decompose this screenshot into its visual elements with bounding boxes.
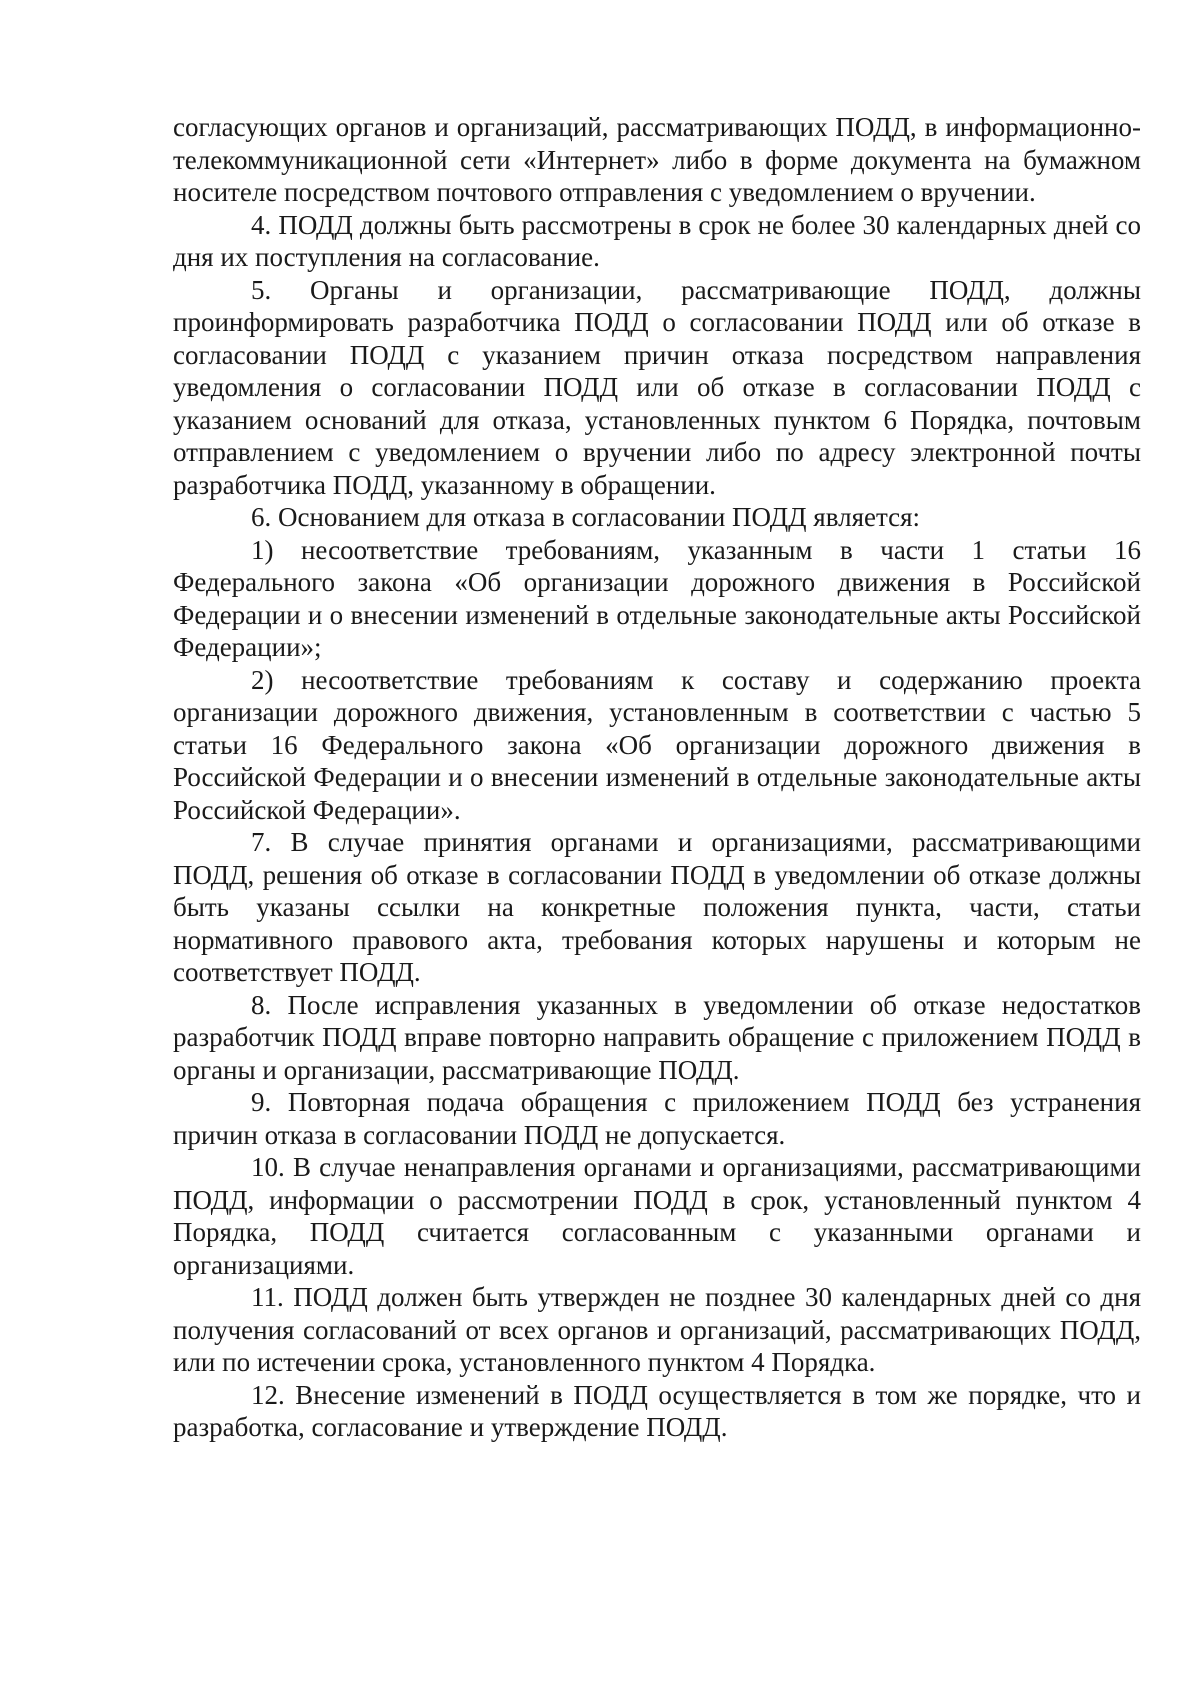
paragraph-item-4: 4. ПОДД должны быть рассмотрены в срок не более 30 календарных дней со дня их поступления на согласование. xyxy=(173,209,1141,272)
paragraph-item-9: 9. Повторная подача обращения с приложением ПОДД без устранения причин отказа в согласовании ПОДД не допускается. xyxy=(173,1087,1141,1150)
paragraph-item-10: 10. В случае ненаправления органами и организациями, рассматривающими ПОДД, информации о рассмотрении ПОДД в срок, установленный пунктом 4 Порядка, ПОДД считается согласованным с указанными органами и организациями. xyxy=(173,1152,1141,1280)
paragraph-item-5: 5. Органы и организации, рассматривающие ПОДД, должны проинформировать разработчика ПОДД о согласовании ПОДД или об отказе в согласовании ПОДД с указанием причин отказа посредством направления уведомления о согласовании ПОДД или об отказе в согласовании ПОДД с указанием оснований для отказа, установленных пунктом 6 Порядка, почтовым отправлением с уведомлением о вручении либо по адресу электронной почты разработчика ПОДД, указанному в обращении. xyxy=(173,274,1141,500)
paragraph-subitem-2: 2) несоответствие требованиям к составу и содержанию проекта организации дорожного движения, установленным в соответствии с частью 5 статьи 16 Федерального закона «Об организации дорожного движения в Российской Федерации и о внесении изменений в отдельные законодательные акты Российской Федерации». xyxy=(173,664,1141,825)
paragraph-item-6: 6. Основанием для отказа в согласовании ПОДД является: xyxy=(251,502,921,532)
paragraph-subitem-1: 1) несоответствие требованиям, указанным в части 1 статьи 16 Федерального закона «Об организации дорожного движения в Российской Федерации и о внесении изменений в отдельные законодательные акты Российской Федерации»; xyxy=(173,534,1141,662)
paragraph-continuation: согласующих органов и организаций, рассматривающих ПОДД, в информационно-телекоммуникационной сети «Интернет» либо в форме документа на бумажном носителе посредством почтового отправления с уведомлением о вручении. xyxy=(173,112,1141,207)
paragraph-item-8: 8. После исправления указанных в уведомлении об отказе недостатков разработчик ПОДД вправе повторно направить обращение с приложением ПОДД в органы и организации, рассматривающие ПОДД. xyxy=(173,989,1141,1085)
paragraph-item-11: 11. ПОДД должен быть утвержден не позднее 30 календарных дней со дня получения согласований от всех органов и организаций, рассматривающих ПОДД, или по истечении срока, установленного пунктом 4 Порядка. xyxy=(173,1282,1141,1377)
paragraph-item-7: 7. В случае принятия органами и организациями, рассматривающими ПОДД, решения об отказе в согласовании ПОДД в уведомлении об отказе должны быть указаны ссылки на конкретные положения пункта, части, статьи нормативного правового акта, требования которых нарушены и которым не соответствует ПОДД. xyxy=(173,827,1141,987)
paragraph-item-12: 12. Внесение изменений в ПОДД осуществляется в том же порядке, что и разработка, согласование и утверждение ПОДД. xyxy=(173,1379,1141,1442)
document-page xyxy=(173,111,1141,1444)
